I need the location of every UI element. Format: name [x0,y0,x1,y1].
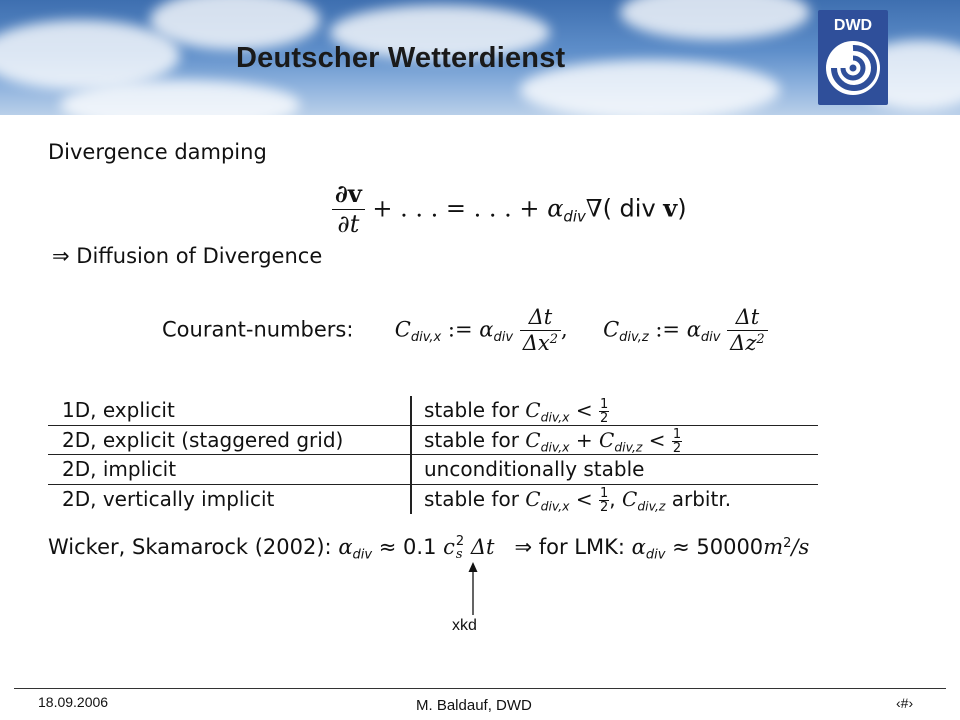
courant-symbol: C [525,486,541,511]
alpha-subscript: div [493,330,514,346]
footer-date: 18.09.2006 [38,694,109,710]
fraction-numerator: ∂v [332,180,365,210]
alpha-subscript: div [563,207,586,226]
section-title: Divergence damping [48,140,267,164]
footer-author: M. Baldauf, DWD [416,697,532,714]
condition-tail: arbitr. [665,486,732,511]
alpha-symbol: α [479,317,494,342]
alpha-subscript: div [645,547,666,563]
courant-subscript: div,x [540,438,570,454]
courant-symbol: C [525,398,541,422]
exponent: 2 [549,332,559,348]
exponent: 2 [756,332,765,348]
courant-fraction-z [727,305,768,356]
courant-subscript: div,z [614,438,643,454]
courant-c-x-sub: div,x [410,330,442,346]
momentum-equation [332,180,687,239]
cloud-shape [0,20,180,90]
less-than: < [642,427,672,452]
condition-cell: unconditionally stable [424,457,645,481]
alpha-subscript: div [352,547,373,563]
unit-exponent: 2 [783,535,792,551]
unit-per-s: /s [791,535,810,560]
header-banner [0,0,960,115]
alpha-symbol: α [338,535,353,560]
lmk-label: ⇒ for LMK: [494,535,632,560]
fraction-denominator: ∂t [337,209,360,238]
half-numerator: 1 [600,397,609,412]
half-numerator: 1 [672,426,682,442]
comma: , [609,486,622,511]
less-than: < [569,486,599,511]
courant-c-x: C [394,317,411,342]
half-denominator: 2 [672,440,682,456]
half-denominator: 2 [600,499,609,515]
courant-subscript: div,z [637,497,666,513]
courant-symbol: C [622,486,638,511]
condition-cell [424,487,731,514]
courant-symbol: C [525,427,541,452]
table-divider [410,396,412,514]
table-row [48,396,818,426]
alpha-subscript: div [700,330,721,346]
courant-numbers [162,305,768,356]
one-half [599,487,609,514]
lmk-value: ≈ 50000 [665,535,764,560]
alpha-symbol: α [686,317,701,342]
courant-c-z-sub: div,z [619,330,649,346]
wicker-skamarock-line [48,535,809,563]
condition-cell [424,428,682,455]
separator: , [561,317,568,342]
fraction-numerator: Δt [727,305,768,331]
courant-c-z: C [603,317,620,342]
equation-ellipsis: + . . . = . . . + [372,194,540,223]
cloud-shape [620,0,810,40]
courant-subscript: div,x [540,409,570,425]
annotation-note: xkd [452,617,477,634]
one-half [672,428,682,455]
footer-page-number: ‹#› [896,695,914,711]
condition-text: stable for [424,398,526,422]
courant-fraction-x [520,305,561,356]
partial-fraction [332,180,365,239]
annotation-arrow-icon [466,562,480,616]
implies-statement [52,244,322,268]
assign-op: := [648,317,687,342]
time-step: Δt [464,535,495,560]
fraction-denominator: Δz [730,331,757,356]
unit-m: m [763,535,784,560]
scheme-cell: 1D, explicit [62,398,175,422]
courant-subscript: div,x [540,497,570,513]
scheme-cell: 2D, explicit (staggered grid) [62,427,344,452]
vector-v: v [663,193,678,223]
sound-speed-exponent: 2 [455,534,465,549]
one-half [599,398,609,425]
reference-label: Wicker, Skamarock (2002): [48,535,339,560]
footer-divider [14,688,946,689]
table-row [48,455,818,485]
courant-symbol: C [599,427,615,452]
scheme-cell: 2D, vertically implicit [62,486,275,511]
condition-text: stable for [424,486,526,511]
condition-text: stable for [424,427,526,452]
table-row [48,485,818,514]
condition-cell [424,398,609,425]
dwd-logo [818,10,888,105]
alpha-symbol: α [547,194,564,223]
assign-op: := [441,317,480,342]
brand-title: Deutscher Wetterdienst [236,42,566,74]
nabla-symbol: ∇ [585,194,603,223]
logo-text: DWD [833,17,873,34]
paren-close: ) [677,194,687,223]
fraction-denominator: Δx [522,331,550,356]
scheme-cell: 2D, implicit [62,457,177,481]
implies-text: Diffusion of Divergence [76,244,323,268]
stability-table [48,396,818,513]
table-row [48,426,818,456]
half-numerator: 1 [600,485,609,501]
fraction-numerator: Δt [520,305,561,331]
approx-value: ≈ 0.1 [372,535,444,560]
sound-speed: c [443,535,455,560]
implies-arrow: ⇒ [52,244,70,268]
courant-label: Courant-numbers: [162,317,354,342]
sound-speed-subscript: s [455,547,463,563]
less-than: < [569,398,599,422]
half-denominator: 2 [600,411,609,426]
alpha-symbol: α [631,535,646,560]
plus-sign: + [569,427,599,452]
div-operator: ( div [602,194,664,223]
